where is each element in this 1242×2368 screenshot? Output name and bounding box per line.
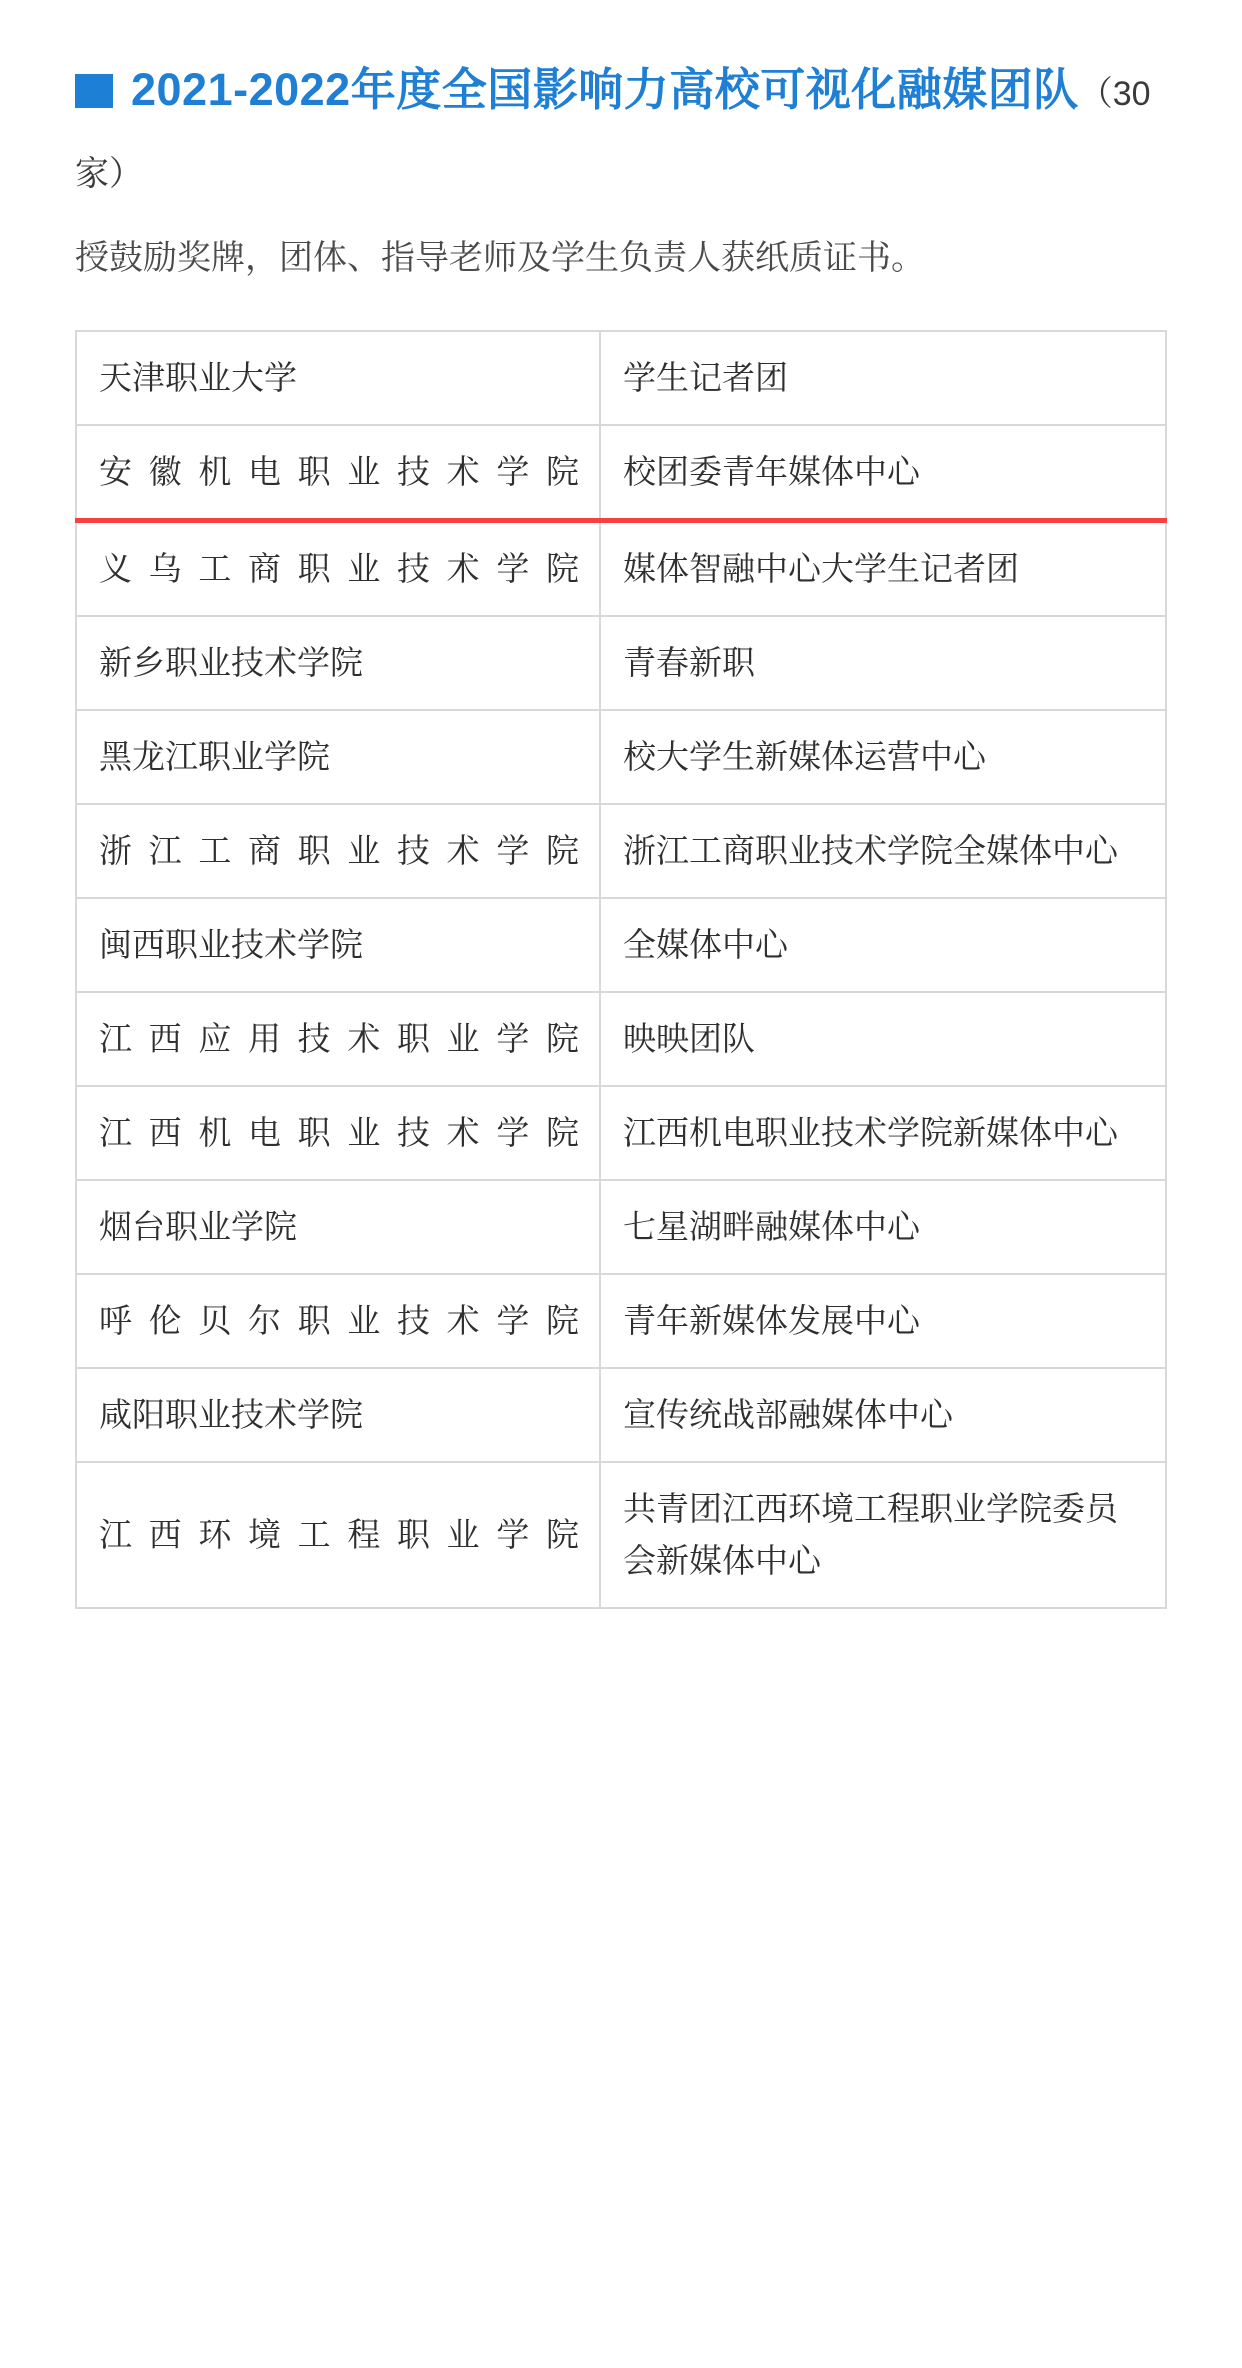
cell-team: 青年新媒体发展中心 (600, 1274, 1166, 1368)
page-title-count: （30家） (75, 75, 1151, 193)
page-title (75, 52, 1167, 212)
award-table (75, 330, 1167, 1609)
table-row (76, 1368, 1166, 1462)
cell-team: 共青团江西环境工程职业学院委员会新媒体中心 (600, 1462, 1166, 1608)
cell-team: 江西机电职业技术学院新媒体中心 (600, 1086, 1166, 1180)
cell-school: 烟台职业学院 (76, 1180, 600, 1274)
cell-team: 青春新职 (600, 616, 1166, 710)
cell-team: 学生记者团 (600, 331, 1166, 425)
bottom-spacer (75, 1609, 1167, 1649)
table-row (76, 710, 1166, 804)
cell-school: 黑龙江职业学院 (76, 710, 600, 804)
page-title-text: 2021-2022年度全国影响力高校可视化融媒团队 (131, 64, 1079, 115)
cell-school: 咸阳职业技术学院 (76, 1368, 600, 1462)
cell-school: 安徽机电职业技术学院 (76, 425, 600, 521)
table-row (76, 521, 1166, 617)
blue-square-icon (75, 74, 113, 108)
cell-school: 浙江工商职业技术学院 (76, 804, 600, 898)
table-row (76, 804, 1166, 898)
table-row (76, 1180, 1166, 1274)
table-row (76, 1274, 1166, 1368)
table-row (76, 992, 1166, 1086)
cell-team: 七星湖畔融媒体中心 (600, 1180, 1166, 1274)
cell-school: 新乡职业技术学院 (76, 616, 600, 710)
cell-school: 闽西职业技术学院 (76, 898, 600, 992)
table-row (76, 616, 1166, 710)
cell-team: 映映团队 (600, 992, 1166, 1086)
table-row (76, 331, 1166, 425)
table-row (76, 898, 1166, 992)
cell-team: 全媒体中心 (600, 898, 1166, 992)
cell-school: 江西应用技术职业学院 (76, 992, 600, 1086)
table-row (76, 1086, 1166, 1180)
cell-team: 浙江工商职业技术学院全媒体中心 (600, 804, 1166, 898)
cell-team: 媒体智融中心大学生记者团 (600, 521, 1166, 617)
cell-school: 天津职业大学 (76, 331, 600, 425)
award-table-wrap (75, 330, 1167, 1609)
cell-team: 校团委青年媒体中心 (600, 425, 1166, 521)
award-table-body (76, 331, 1166, 1608)
page-subtitle: 授鼓励奖牌，团体、指导老师及学生负责人获纸质证书。 (75, 239, 925, 277)
cell-team: 校大学生新媒体运营中心 (600, 710, 1166, 804)
table-row (76, 1462, 1166, 1608)
cell-school: 义乌工商职业技术学院 (76, 521, 600, 617)
cell-school: 呼伦贝尔职业技术学院 (76, 1274, 600, 1368)
table-row (76, 425, 1166, 521)
cell-school: 江西环境工程职业学院 (76, 1462, 600, 1608)
heading-block (75, 0, 1167, 286)
cell-school: 江西机电职业技术学院 (76, 1086, 600, 1180)
cell-team: 宣传统战部融媒体中心 (600, 1368, 1166, 1462)
